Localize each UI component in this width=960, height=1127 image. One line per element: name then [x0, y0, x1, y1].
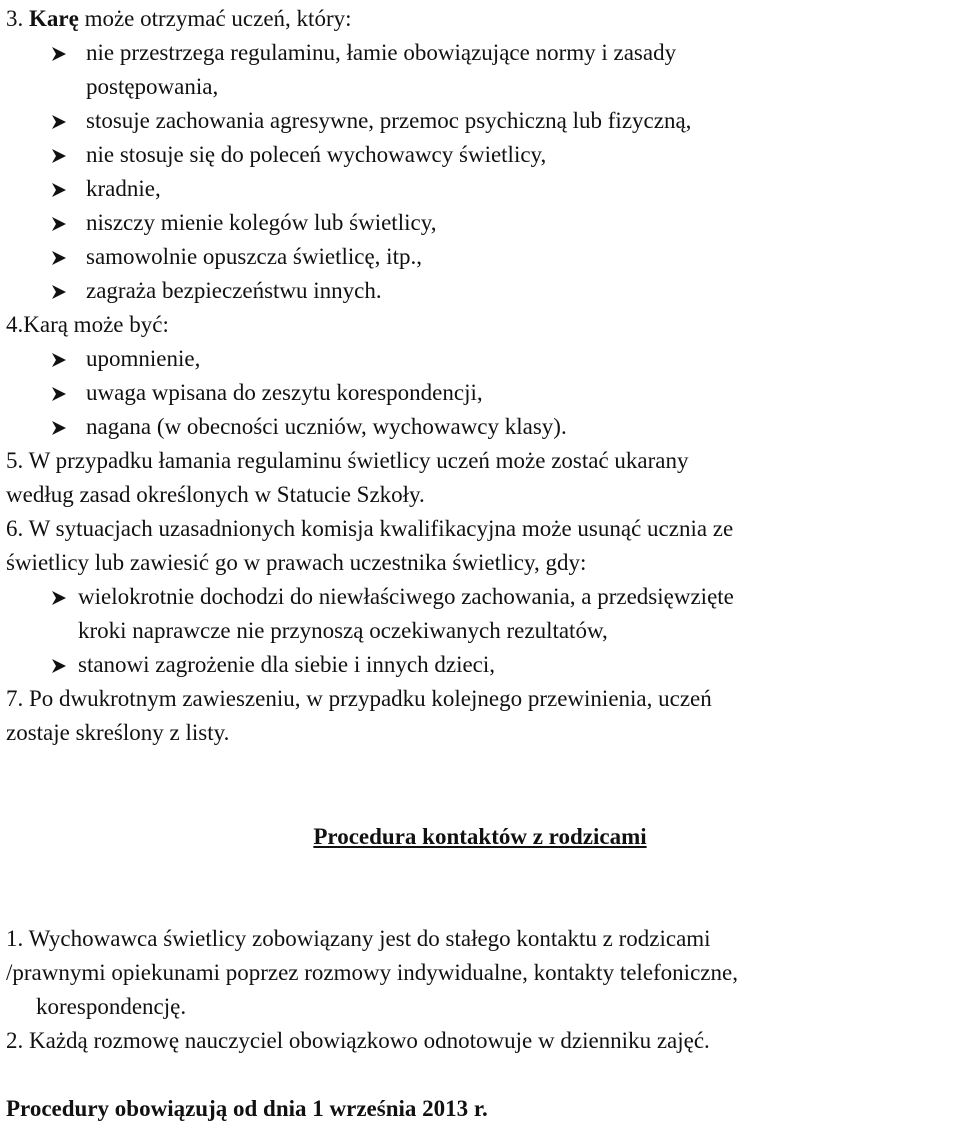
section3-term: Karę [29, 6, 79, 31]
section3-item: nie stosuje się do poleceń wychowawcy świetlicy, [86, 142, 547, 167]
arrow-bullet-icon [50, 351, 68, 369]
section7-line: 7. Po dwukrotnym zawieszeniu, w przypadku kolejnego przewinienia, uczeń [6, 686, 712, 711]
section6-item-continuation: kroki naprawcze nie przynoszą oczekiwanych rezultatów, [78, 618, 608, 643]
arrow-bullet-icon [50, 215, 68, 233]
section3-item: zagraża bezpieczeństwu innych. [86, 278, 382, 303]
section3-intro [6, 2, 352, 36]
contact-item2: 2. Każdą rozmowę nauczyciel obowiązkowo odnotowuje w dzienniku zajęć. [6, 1028, 710, 1053]
arrow-bullet-icon [50, 419, 68, 437]
section3-item: niszczy mienie kolegów lub świetlicy, [86, 210, 437, 235]
arrow-bullet-icon [50, 657, 68, 675]
section6-line: 6. W sytuacjach uzasadnionych komisja kwalifikacyjna może usunąć ucznia ze [6, 516, 734, 541]
section4-item: uwaga wpisana do zeszytu korespondencji, [86, 380, 483, 405]
section3-item: samowolnie opuszcza świetlicę, itp., [86, 244, 422, 269]
section3-number: 3. [6, 6, 24, 31]
contact-item1-line: 1. Wychowawca świetlicy zobowiązany jest do stałego kontaktu z rodzicami [6, 926, 711, 951]
section3-intro-rest: może otrzymać uczeń, który: [78, 6, 352, 31]
section6-item: stanowi zagrożenie dla siebie i innych dzieci, [78, 652, 496, 677]
section3-item-continuation: postępowania, [86, 74, 219, 99]
section6-line: świetlicy lub zawiesić go w prawach uczestnika świetlicy, gdy: [6, 550, 587, 575]
arrow-bullet-icon [50, 589, 68, 607]
section6-item: wielokrotnie dochodzi do niewłaściwego zachowania, a przedsięwzięte [78, 584, 734, 609]
arrow-bullet-icon [50, 113, 68, 131]
contact-item1-line: /prawnymi opiekunami poprzez rozmowy indywidualne, kontakty telefoniczne, [6, 960, 738, 985]
section4-item: upomnienie, [86, 346, 201, 371]
section3-item: stosuje zachowania agresywne, przemoc psychiczną lub fizyczną, [86, 108, 692, 133]
arrow-bullet-icon [50, 385, 68, 403]
section3-item: nie przestrzega regulaminu, łamie obowiązujące normy i zasady [86, 40, 677, 65]
arrow-bullet-icon [50, 147, 68, 165]
section7-line: zostaje skreślony z listy. [6, 720, 230, 745]
section4-intro: 4.Karą może być: [6, 312, 169, 337]
section5-line: 5. W przypadku łamania regulaminu świetlicy uczeń może zostać ukarany [6, 448, 689, 473]
arrow-bullet-icon [50, 283, 68, 301]
section3-item: kradnie, [86, 176, 161, 201]
arrow-bullet-icon [50, 249, 68, 267]
contact-procedure-heading: Procedura kontaktów z rodzicami [313, 824, 647, 849]
effective-date: Procedury obowiązują od dnia 1 września 2013 r. [6, 1096, 488, 1121]
section4-item: nagana (w obecności uczniów, wychowawcy klasy). [86, 414, 567, 439]
contact-item1-line: korespondencję. [36, 994, 187, 1019]
section5-line: według zasad określonych w Statucie Szkoły. [6, 482, 425, 507]
arrow-bullet-icon [50, 45, 68, 63]
arrow-bullet-icon [50, 181, 68, 199]
